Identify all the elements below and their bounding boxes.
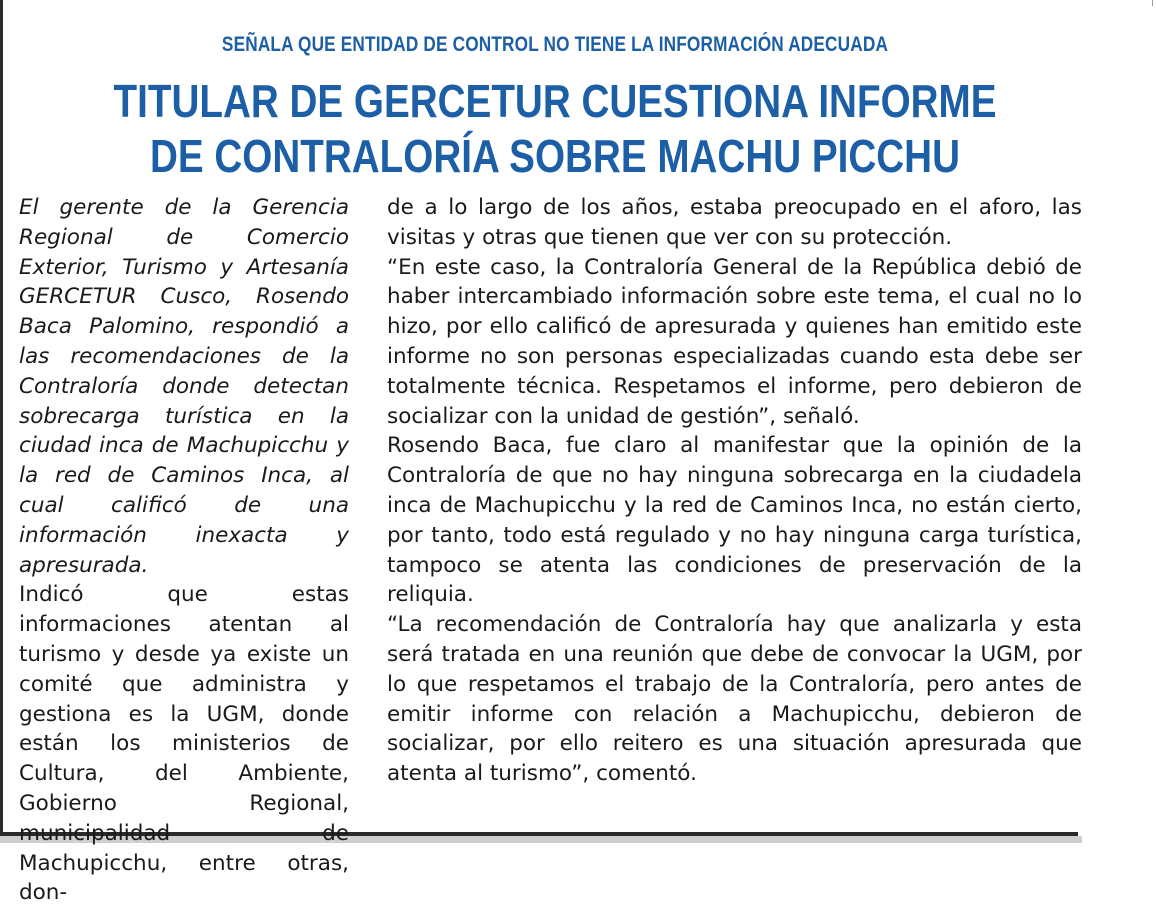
article-paragraph-4: “La recomendación de Contraloría hay que analizarla y esta será tratada en una reunión que debe de convocar la UGM, por lo que respetamos el trabajo de la Contraloría, pero antes de emitir informe con relación a Machupicchu, debieron de socializar, por ello reitero es una situación apresurada que atenta al turismo”, comentó. bbox=[387, 612, 1082, 787]
article-lead: El gerente de la Gerencia Regional de Comercio Exterior, Turismo y Artesanía GERCETUR Cusco, Rosendo Baca Palomino, respondió a las recomendaciones de la Contraloría donde detectan sobrecarga turística en la ciudad inca de Machupicchu y la red de Caminos Inca, al cual calificó de una información inexacta y apresurada. bbox=[19, 195, 349, 578]
page-border-left bbox=[0, 0, 3, 834]
article-kicker: SEÑALA QUE ENTIDAD DE CONTROL NO TIENE LA INFORMACIÓN ADECUADA bbox=[221, 33, 889, 56]
article-paragraph-3: Rosendo Baca, fue claro al manifestar que la opinión de la Contraloría de que no hay ninguna sobrecarga en la ciudadela inca de Machupicchu y la red de Caminos Inca, no están cierto, por tanto, todo está regulado y no hay ninguna carga turística, tampoco se atenta las condiciones de preservación de la reliquia. bbox=[387, 433, 1082, 608]
article-headline bbox=[89, 74, 1021, 184]
headline-line-2: DE CONTRALORÍA SOBRE MACHU PICCHU bbox=[149, 130, 960, 182]
article-paragraph-1-part-2: de a lo largo de los años, estaba preocupado en el aforo, las visitas y otras que tienen que ver con su protección. bbox=[387, 195, 1082, 250]
article-paragraph-2: “En este caso, la Contraloría General de la República debió de haber intercambiado información sobre este tema, el cual no lo hizo, por ello calificó de apresurada y quienes han emitido este informe no son personas especializadas cuando esta debe ser totalmente técnica. Respetamos el informe, pero debieron de socializar con la unidad de gestión”, señaló. bbox=[387, 254, 1082, 429]
article-column-left bbox=[19, 193, 349, 908]
page-border-right-mark bbox=[1152, 0, 1153, 6]
headline-line-1: TITULAR DE GERCETUR CUESTIONA INFORME bbox=[113, 75, 997, 127]
article-column-right bbox=[387, 193, 1082, 789]
article-paragraph-1-part-1: Indicó que estas informaciones atentan al turismo y desde ya existe un comité que administra y gestiona es la UGM, donde están los ministerios de Cultura, del Ambiente, Gobierno Regional, municipalidad de Machupicchu, entre otras, don- bbox=[19, 582, 349, 906]
